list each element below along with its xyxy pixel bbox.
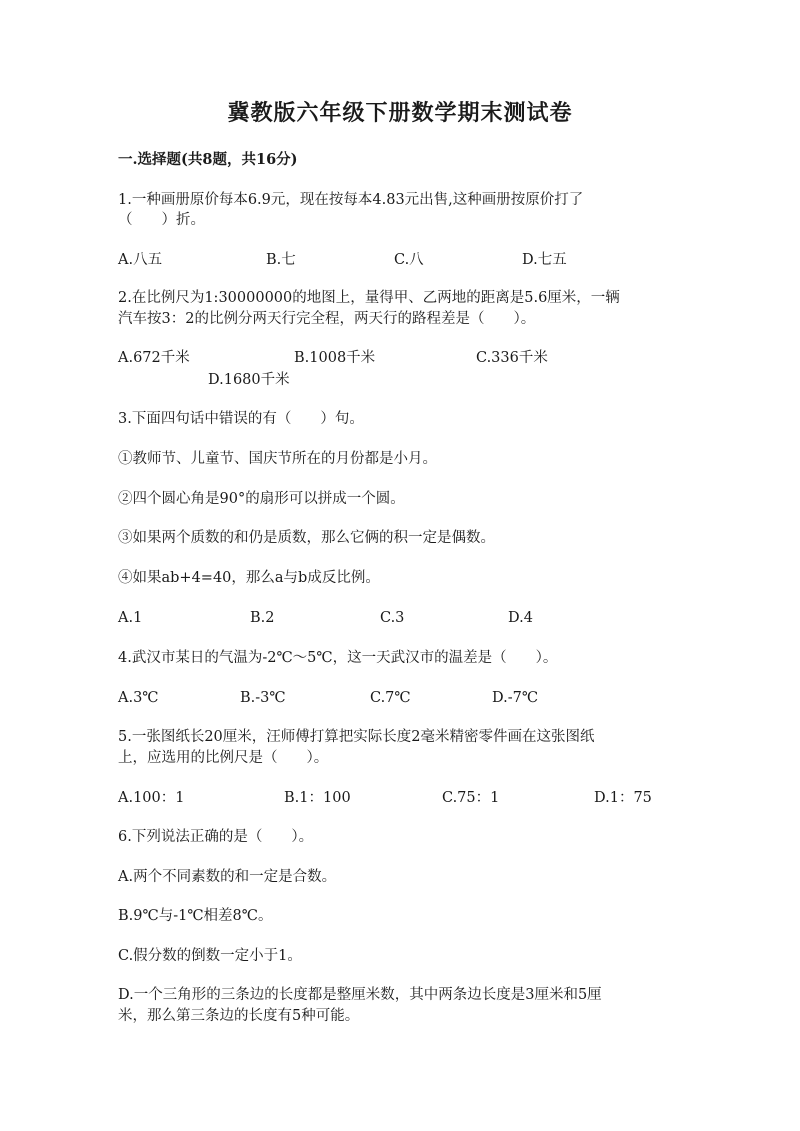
q3-statement-4: ④如果ab+4=40，那么a与b成反比例。: [118, 570, 380, 586]
q1-option-d: D.七五: [522, 252, 567, 268]
q6-option-c: C.假分数的倒数一定小于1。: [118, 948, 302, 964]
q2-stem-line2: 汽车按3：2的比例分两天行完全程，两天行的路程差是（ ）。: [118, 311, 536, 327]
q2-stem-line1: 2.在比例尺为1:30000000的地图上，量得甲、乙两地的距离是5.6厘米，一辆: [118, 290, 620, 306]
q1-option-c: C.八: [394, 252, 424, 268]
q4-stem: 4.武汉市某日的气温为-2℃～5℃，这一天武汉市的温差是（ ）。: [118, 650, 558, 666]
q6-option-d-line2: 米，那么第三条边的长度有5种可能。: [118, 1008, 360, 1024]
q4-option-d: D.-7℃: [492, 690, 539, 706]
q3-option-b: B.2: [250, 610, 275, 626]
q3-statement-1: ①教师节、儿童节、国庆节所在的月份都是小月。: [118, 451, 437, 467]
q4-option-b: B.-3℃: [240, 690, 286, 706]
q1-option-a: A.八五: [118, 252, 163, 268]
page-title: 冀教版六年级下册数学期末测试卷: [227, 100, 573, 126]
q2-option-d: D.1680千米: [208, 372, 290, 388]
q4-option-a: A.3℃: [118, 690, 159, 706]
q1-stem-line1: 1.一种画册原价每本6.9元，现在按每本4.83元出售,这种画册按原价打了: [118, 192, 584, 208]
q3-statement-3: ③如果两个质数的和仍是质数，那么它俩的积一定是偶数。: [118, 530, 495, 546]
q2-option-b: B.1008千米: [294, 350, 376, 366]
q5-option-d: D.1：75: [594, 790, 652, 806]
q3-stem: 3.下面四句话中错误的有（ ）句。: [118, 411, 364, 427]
q5-option-b: B.1：100: [284, 790, 351, 806]
q1-option-b: B.七: [266, 252, 296, 268]
q3-option-d: D.4: [508, 610, 533, 626]
q5-stem-line2: 上，应选用的比例尺是（ ）。: [118, 750, 329, 766]
q3-option-c: C.3: [380, 610, 405, 626]
q6-option-d-line1: D.一个三角形的三条边的长度都是整厘米数，其中两条边长度是3厘米和5厘: [118, 987, 602, 1003]
q5-stem-line1: 5.一张图纸长20厘米，汪师傅打算把实际长度2毫米精密零件画在这张图纸: [118, 729, 595, 745]
q1-stem-line2: （ ）折。: [118, 212, 205, 228]
q2-option-c: C.336千米: [476, 350, 548, 366]
q6-option-a: A.两个不同素数的和一定是合数。: [118, 869, 337, 885]
q6-option-b: B.9℃与-1℃相差8℃。: [118, 908, 273, 924]
q3-statement-2: ②四个圆心角是90°的扇形可以拼成一个圆。: [118, 491, 405, 507]
q6-stem: 6.下列说法正确的是（ ）。: [118, 829, 314, 845]
q2-option-a: A.672千米: [118, 350, 190, 366]
q5-option-a: A.100：1: [118, 790, 185, 806]
q3-option-a: A.1: [118, 610, 143, 626]
section-heading: 一.选择题(共8题，共16分): [118, 151, 298, 168]
q4-option-c: C.7℃: [370, 690, 411, 706]
q5-option-c: C.75：1: [442, 790, 500, 806]
